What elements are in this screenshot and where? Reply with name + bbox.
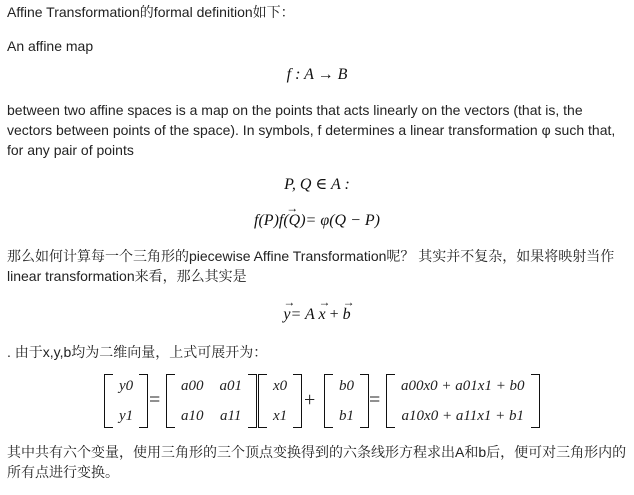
plus-sign: + [304,389,316,411]
paragraph-line-2: vectors between points of the space). In symbols, f determines a linear transformation φ such that, [7,122,616,138]
phi-right: = φ(Q − P) [305,212,380,229]
vector-arrow-icon: → [342,295,355,309]
question-line-2: linear transformation来看，那么其实是 [7,268,247,284]
matrix-cell: a10 [181,408,204,424]
matrix-cell: b0 [339,378,354,394]
conclusion-line-1: 其中共有六个变量，使用三角形的三个顶点变换得到的六条线形方程求出A和b后，便可对三角形内的 [7,444,627,460]
paragraph-line-1: between two affine spaces is a map on the points that acts linearly on the vectors (that is, the [7,102,583,118]
matrix-cell: a01 [219,378,242,394]
matrix-cell: x0 [273,378,288,394]
heading-text: Affine Transformation的formal definition如下： [7,4,295,20]
matrix-cell: a11 [220,408,242,424]
eq-plus: + [325,306,343,323]
eq-y-rest: = A [290,306,315,323]
vector-arrow-icon: → [286,201,299,215]
eq-b: b [342,306,351,323]
eq-y: y [283,306,291,323]
matrix-cell: a00 [181,378,204,394]
matrix-a [166,374,257,428]
matrix-cell: y1 [119,408,134,424]
phi-mid: f(Q) [278,212,306,229]
matrix-result [386,374,540,428]
conclusion-line-2: 所有点进行变换。 [7,464,119,480]
vector-note: . 由于x,y,b均为二维向量，上式可展开为： [7,344,268,360]
matrix-cell: a00x0 + a01x1 + b0 [401,378,525,394]
equation-linear [0,295,634,324]
equals-sign: = [369,389,381,411]
eq-x: x [318,306,326,323]
matrix-cell: a10x0 + a11x1 + b1 [401,408,524,424]
matrix-y [104,374,148,428]
intro-text: An affine map [7,38,94,54]
question-line-1: 那么如何计算每一个三角形的piecewise Affine Transformation呢？ 其实并不复杂，如果将映射当作 [7,248,615,264]
equals-sign: = [149,389,161,411]
matrix-cell: y0 [119,378,134,394]
phi-left: f(P) [254,212,279,229]
vector-arrow-icon: → [318,295,331,309]
paragraph-line-3: for any pair of points [7,142,134,158]
matrix-b [324,374,369,428]
vector-arrow-icon: → [283,295,296,309]
matrix-cell: x1 [273,408,288,424]
matrix-cell: b1 [339,408,354,424]
equation-phi [0,201,634,230]
equation-points: P, Q ∈ A : [284,176,350,193]
equation-affine-map: f : A → B [286,66,348,83]
matrix-x [258,374,302,428]
